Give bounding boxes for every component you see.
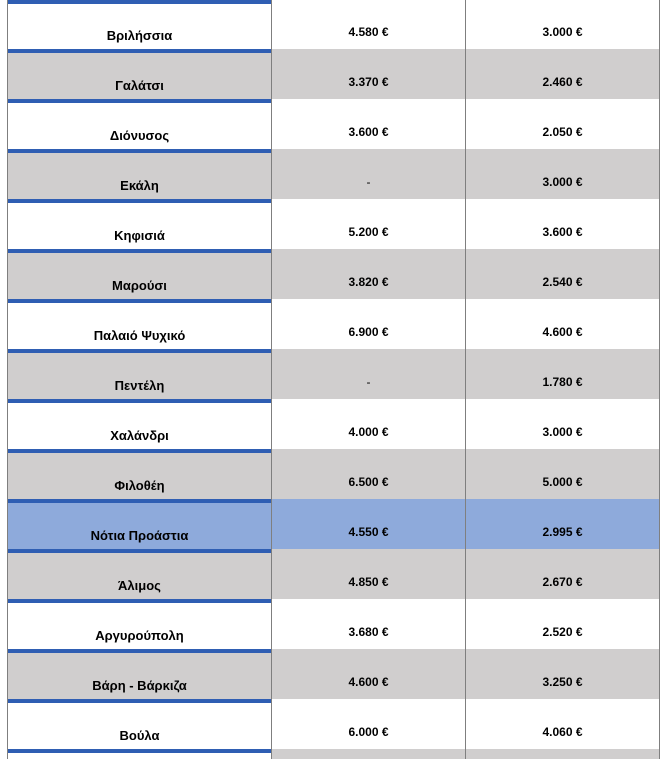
table-row [7,0,660,49]
area-cell [7,599,271,649]
price-value: 2.520 € [542,625,583,639]
area-name: Διόνυσος [109,128,170,143]
price-cell [465,349,660,399]
price-value: 4.000 € [348,425,389,439]
area-name: Εκάλη [120,178,159,193]
price-cell [271,599,465,649]
price-cell [271,399,465,449]
area-cell [7,99,271,149]
area-cell [7,649,271,699]
table-row [7,99,660,149]
area-name: Χαλάνδρι [110,428,169,443]
price-value: 3.000 € [542,25,583,39]
price-cell [465,199,660,249]
area-cell [7,199,271,249]
area-cell [7,499,271,549]
table-row [7,699,660,749]
price-cell [271,49,465,99]
area-name: Αργυρούπολη [95,628,184,643]
price-value: 3.600 € [348,125,389,139]
table-row [7,299,660,349]
table-row [7,649,660,699]
area-name: Βάρη - Βάρκιζα [92,678,187,693]
table-row [7,199,660,249]
table-row [7,549,660,599]
price-cell [271,0,465,49]
price-cell [465,549,660,599]
price-value: 4.600 € [348,675,389,689]
price-value: 2.540 € [542,275,583,289]
table-row [7,49,660,99]
price-value: 6.000 € [348,725,389,739]
area-name: Άλιμος [118,578,161,593]
price-cell [465,299,660,349]
price-cell [465,249,660,299]
price-cell [271,499,465,549]
price-cell [465,699,660,749]
price-cell [465,149,660,199]
price-value: 4.580 € [348,25,389,39]
price-cell [465,649,660,699]
price-value: 3.000 € [542,175,583,189]
price-value: 3.680 € [348,625,389,639]
price-cell [465,0,660,49]
price-value: 5.200 € [348,225,389,239]
price-cell [465,99,660,149]
price-value: 3.250 € [542,675,583,689]
price-cell [465,399,660,449]
price-cell [465,49,660,99]
area-name: Μαρούσι [112,278,167,293]
table-row [7,449,660,499]
price-cell [271,299,465,349]
price-cell [271,149,465,199]
area-cell [7,0,271,49]
price-value: 1.780 € [542,375,583,389]
table-row [7,599,660,649]
table-row [7,149,660,199]
price-value: 4.600 € [542,325,583,339]
price-cell [271,349,465,399]
area-name: Κηφισιά [114,228,165,243]
price-value: 5.000 € [542,475,583,489]
price-value: 2.050 € [542,125,583,139]
area-cell [7,249,271,299]
area-name: Βούλα [119,728,160,743]
area-cell [7,299,271,349]
area-cell [7,149,271,199]
price-cell [271,199,465,249]
price-cell [271,649,465,699]
price-cell [465,449,660,499]
table-row-highlight [7,499,660,549]
price-value: 3.600 € [542,225,583,239]
price-cell [271,249,465,299]
table-row [7,349,660,399]
price-cell [465,499,660,549]
price-value: 3.370 € [348,75,389,89]
table-row [7,249,660,299]
price-value: 4.060 € [542,725,583,739]
area-name: Φιλοθέη [114,478,165,493]
area-name: Πεντέλη [114,378,165,393]
area-name: Νότια Προάστια [90,528,189,543]
area-name: Γαλάτσι [115,78,164,93]
price-value: 2.995 € [542,525,583,539]
price-value: 4.850 € [348,575,389,589]
price-cell [465,599,660,649]
price-value: 3.000 € [542,425,583,439]
price-value: 6.500 € [348,475,389,489]
price-value: 2.670 € [542,575,583,589]
price-cell [271,699,465,749]
area-cell [7,449,271,499]
price-value: 2.460 € [542,75,583,89]
area-cell [7,399,271,449]
table-row [7,399,660,449]
price-cell [271,99,465,149]
price-value: - [366,175,371,189]
price-cell [271,449,465,499]
area-cell [7,49,271,99]
area-cell [7,349,271,399]
area-cell [7,699,271,749]
area-name: Παλαιό Ψυχικό [93,328,186,343]
price-value: 6.900 € [348,325,389,339]
area-cell [7,549,271,599]
price-cell [271,549,465,599]
price-value: - [366,375,371,389]
price-table [7,0,660,759]
area-name: Βριλήσσια [106,28,173,43]
price-value: 4.550 € [348,525,389,539]
price-value: 3.820 € [348,275,389,289]
